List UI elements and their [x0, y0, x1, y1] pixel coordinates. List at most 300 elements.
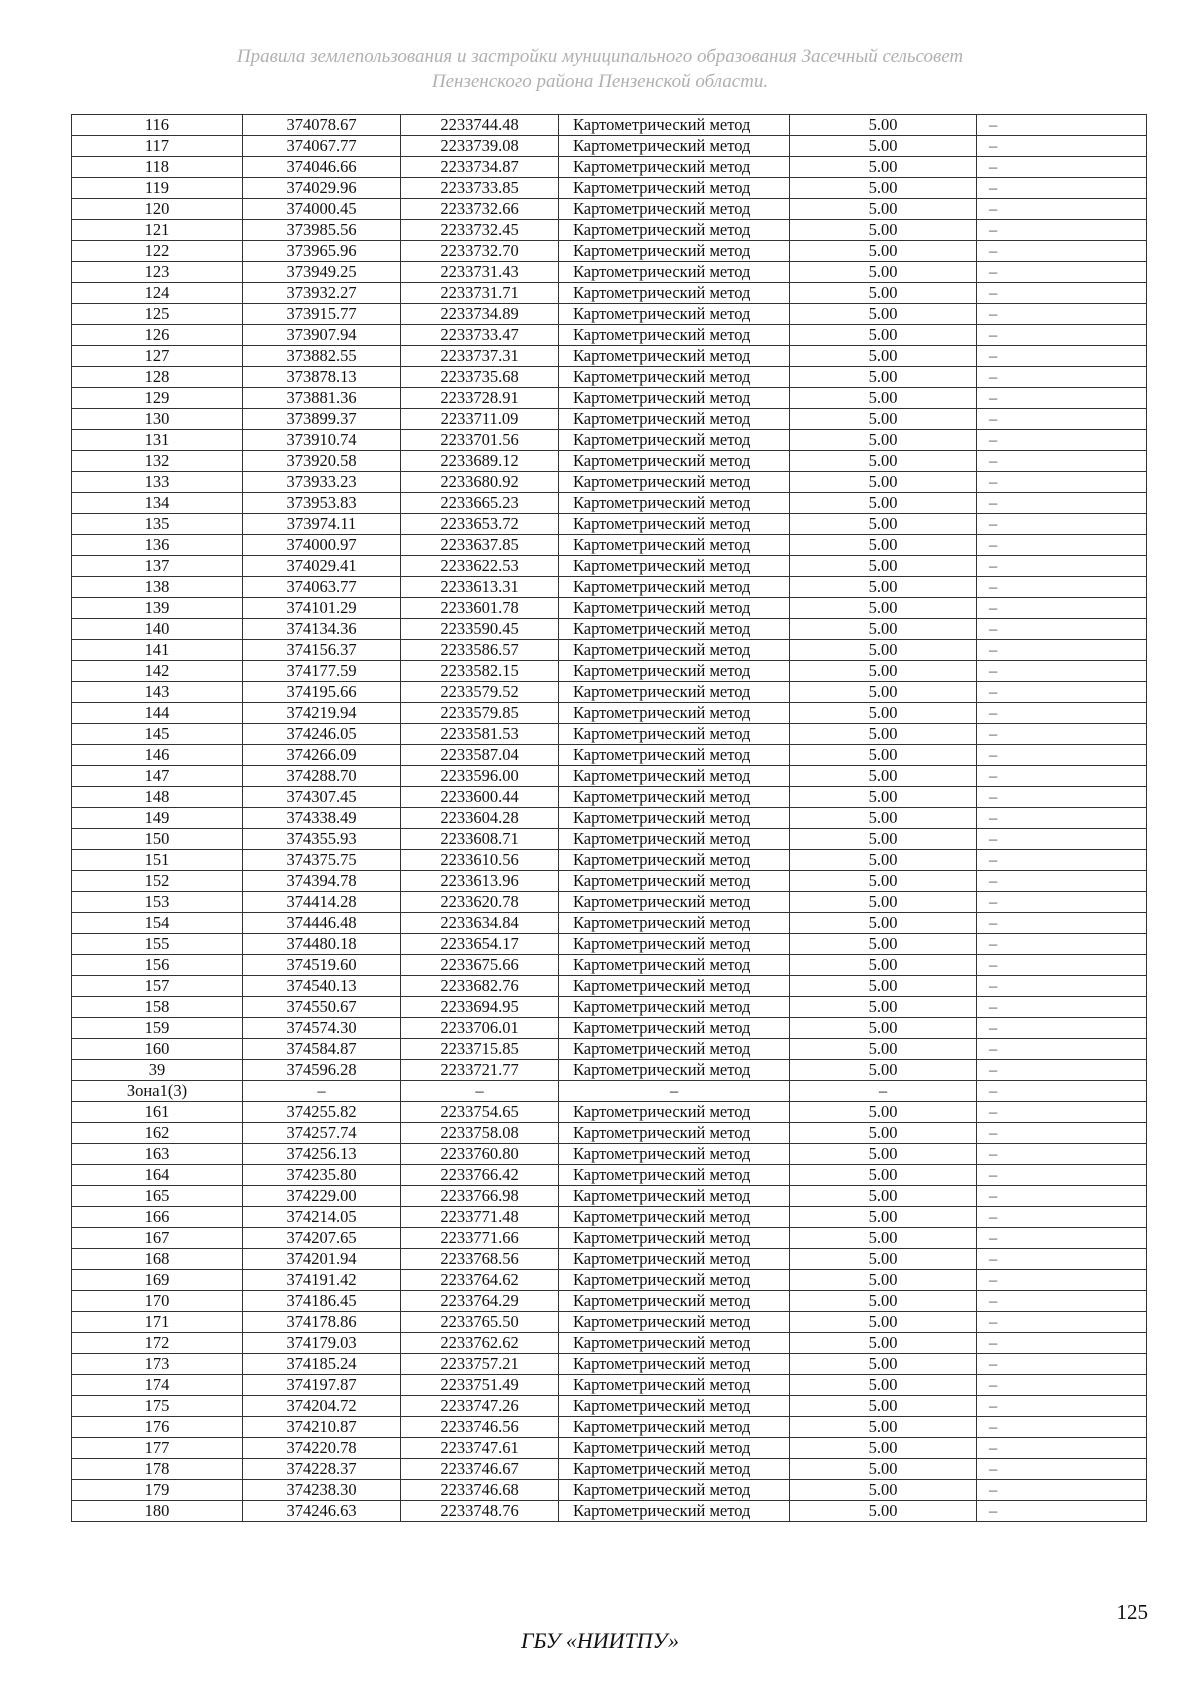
point-number-cell: 138	[72, 577, 243, 598]
y-coordinate-cell: 2233771.48	[401, 1207, 559, 1228]
point-number-cell: 129	[72, 388, 243, 409]
x-coordinate-cell: 374195.66	[243, 682, 401, 703]
table-row	[72, 409, 1147, 430]
accuracy-cell: 5.00	[790, 1207, 977, 1228]
point-number-cell: 152	[72, 871, 243, 892]
point-number-cell: 173	[72, 1354, 243, 1375]
point-number-cell: 178	[72, 1459, 243, 1480]
x-coordinate-cell: 374288.70	[243, 766, 401, 787]
y-coordinate-cell: 2233765.50	[401, 1312, 559, 1333]
y-coordinate-cell: 2233601.78	[401, 598, 559, 619]
table-row	[72, 1228, 1147, 1249]
table-row	[72, 493, 1147, 514]
document-footer: ГБУ «НИИТПУ»	[520, 1628, 680, 1653]
y-coordinate-cell: 2233757.21	[401, 1354, 559, 1375]
point-number-cell: 132	[72, 451, 243, 472]
table-row	[72, 871, 1147, 892]
y-coordinate-cell: 2233746.56	[401, 1417, 559, 1438]
point-number-cell: 134	[72, 493, 243, 514]
note-cell: –	[977, 514, 1147, 535]
x-coordinate-cell: 374197.87	[243, 1375, 401, 1396]
point-number-cell: 149	[72, 808, 243, 829]
method-cell: Картометрический метод	[559, 346, 790, 367]
y-coordinate-cell: 2233600.44	[401, 787, 559, 808]
y-coordinate-cell: 2233637.85	[401, 535, 559, 556]
note-cell: –	[977, 955, 1147, 976]
method-cell: Картометрический метод	[559, 1144, 790, 1165]
table-row	[72, 1165, 1147, 1186]
method-cell: Картометрический метод	[559, 1249, 790, 1270]
method-cell: Картометрический метод	[559, 1417, 790, 1438]
note-cell: –	[977, 1270, 1147, 1291]
y-coordinate-cell: 2233739.08	[401, 136, 559, 157]
point-number-cell: 175	[72, 1396, 243, 1417]
x-coordinate-cell: 374179.03	[243, 1333, 401, 1354]
note-cell: –	[977, 766, 1147, 787]
x-coordinate-cell: 374191.42	[243, 1270, 401, 1291]
accuracy-cell: 5.00	[790, 1480, 977, 1501]
accuracy-cell: 5.00	[790, 955, 977, 976]
y-coordinate-cell: 2233634.84	[401, 913, 559, 934]
note-cell: –	[977, 535, 1147, 556]
accuracy-cell: 5.00	[790, 934, 977, 955]
x-coordinate-cell: 374214.05	[243, 1207, 401, 1228]
x-coordinate-cell: 373882.55	[243, 346, 401, 367]
accuracy-cell: 5.00	[790, 1291, 977, 1312]
x-coordinate-cell: 374256.13	[243, 1144, 401, 1165]
table-row	[72, 955, 1147, 976]
point-number-cell: 130	[72, 409, 243, 430]
x-coordinate-cell: 373878.13	[243, 367, 401, 388]
point-number-cell: 156	[72, 955, 243, 976]
table-row	[72, 115, 1147, 136]
x-coordinate-cell: 374178.86	[243, 1312, 401, 1333]
y-coordinate-cell: 2233746.67	[401, 1459, 559, 1480]
accuracy-cell: 5.00	[790, 997, 977, 1018]
table-row	[72, 388, 1147, 409]
x-coordinate-cell: 373965.96	[243, 241, 401, 262]
y-coordinate-cell: 2233737.31	[401, 346, 559, 367]
accuracy-cell: 5.00	[790, 829, 977, 850]
accuracy-cell: 5.00	[790, 1375, 977, 1396]
table-row	[72, 997, 1147, 1018]
table-row	[72, 535, 1147, 556]
accuracy-cell: 5.00	[790, 1249, 977, 1270]
x-coordinate-cell: 374540.13	[243, 976, 401, 997]
x-coordinate-cell: 374029.41	[243, 556, 401, 577]
x-coordinate-cell: 374519.60	[243, 955, 401, 976]
accuracy-cell: 5.00	[790, 808, 977, 829]
x-coordinate-cell: 374480.18	[243, 934, 401, 955]
x-coordinate-cell: 374446.48	[243, 913, 401, 934]
method-cell: Картометрический метод	[559, 976, 790, 997]
note-cell: –	[977, 871, 1147, 892]
table-row	[72, 619, 1147, 640]
note-cell: –	[977, 1312, 1147, 1333]
accuracy-cell: 5.00	[790, 1270, 977, 1291]
point-number-cell: 143	[72, 682, 243, 703]
method-cell: Картометрический метод	[559, 1312, 790, 1333]
point-number-cell: 146	[72, 745, 243, 766]
method-cell: Картометрический метод	[559, 136, 790, 157]
point-number-cell: 118	[72, 157, 243, 178]
y-coordinate-cell: 2233744.48	[401, 115, 559, 136]
table-row	[72, 1375, 1147, 1396]
note-cell: –	[977, 325, 1147, 346]
point-number-cell: 137	[72, 556, 243, 577]
y-coordinate-cell: 2233764.29	[401, 1291, 559, 1312]
x-coordinate-cell: 373953.83	[243, 493, 401, 514]
x-coordinate-cell: 374186.45	[243, 1291, 401, 1312]
coordinates-table	[71, 114, 1147, 1522]
point-number-cell: 153	[72, 892, 243, 913]
accuracy-cell: 5.00	[790, 115, 977, 136]
y-coordinate-cell: –	[401, 1081, 559, 1102]
note-cell: –	[977, 1144, 1147, 1165]
table-row	[72, 283, 1147, 304]
accuracy-cell: 5.00	[790, 1018, 977, 1039]
accuracy-cell: 5.00	[790, 787, 977, 808]
accuracy-cell: 5.00	[790, 724, 977, 745]
table-row	[72, 1438, 1147, 1459]
y-coordinate-cell: 2233766.98	[401, 1186, 559, 1207]
table-row	[72, 934, 1147, 955]
note-cell: –	[977, 346, 1147, 367]
accuracy-cell: 5.00	[790, 703, 977, 724]
method-cell: Картометрический метод	[559, 1354, 790, 1375]
note-cell: –	[977, 1228, 1147, 1249]
table-row	[72, 829, 1147, 850]
accuracy-cell: 5.00	[790, 493, 977, 514]
table-row	[72, 136, 1147, 157]
table-row	[72, 1417, 1147, 1438]
y-coordinate-cell: 2233596.00	[401, 766, 559, 787]
note-cell: –	[977, 220, 1147, 241]
method-cell: Картометрический метод	[559, 1207, 790, 1228]
point-number-cell: 176	[72, 1417, 243, 1438]
method-cell: Картометрический метод	[559, 451, 790, 472]
note-cell: –	[977, 1333, 1147, 1354]
x-coordinate-cell: 374185.24	[243, 1354, 401, 1375]
y-coordinate-cell: 2233680.92	[401, 472, 559, 493]
table-row	[72, 262, 1147, 283]
method-cell: Картометрический метод	[559, 283, 790, 304]
x-coordinate-cell: 374046.66	[243, 157, 401, 178]
point-number-cell: 125	[72, 304, 243, 325]
point-number-cell: 159	[72, 1018, 243, 1039]
method-cell: Картометрический метод	[559, 1438, 790, 1459]
accuracy-cell: 5.00	[790, 1312, 977, 1333]
accuracy-cell: 5.00	[790, 976, 977, 997]
point-number-cell: 172	[72, 1333, 243, 1354]
table-row	[72, 577, 1147, 598]
y-coordinate-cell: 2233682.76	[401, 976, 559, 997]
table-row	[72, 808, 1147, 829]
y-coordinate-cell: 2233758.08	[401, 1123, 559, 1144]
accuracy-cell: 5.00	[790, 598, 977, 619]
table-row	[72, 1312, 1147, 1333]
point-number-cell: 144	[72, 703, 243, 724]
table-row	[72, 304, 1147, 325]
note-cell: –	[977, 1039, 1147, 1060]
method-cell: Картометрический метод	[559, 1291, 790, 1312]
accuracy-cell: 5.00	[790, 1123, 977, 1144]
note-cell: –	[977, 640, 1147, 661]
y-coordinate-cell: 2233701.56	[401, 430, 559, 451]
accuracy-cell: 5.00	[790, 241, 977, 262]
table-row	[72, 1249, 1147, 1270]
x-coordinate-cell: 373907.94	[243, 325, 401, 346]
note-cell: –	[977, 241, 1147, 262]
method-cell: Картометрический метод	[559, 577, 790, 598]
y-coordinate-cell: 2233734.89	[401, 304, 559, 325]
accuracy-cell: –	[790, 1081, 977, 1102]
point-number-cell: 180	[72, 1501, 243, 1522]
table-row	[72, 325, 1147, 346]
method-cell: Картометрический метод	[559, 1186, 790, 1207]
point-number-cell: 154	[72, 913, 243, 934]
accuracy-cell: 5.00	[790, 913, 977, 934]
y-coordinate-cell: 2233728.91	[401, 388, 559, 409]
accuracy-cell: 5.00	[790, 304, 977, 325]
point-number-cell: Зона1(3)	[72, 1081, 243, 1102]
note-cell: –	[977, 1123, 1147, 1144]
note-cell: –	[977, 451, 1147, 472]
x-coordinate-cell: 374201.94	[243, 1249, 401, 1270]
method-cell: Картометрический метод	[559, 745, 790, 766]
x-coordinate-cell: 374220.78	[243, 1438, 401, 1459]
y-coordinate-cell: 2233762.62	[401, 1333, 559, 1354]
y-coordinate-cell: 2233760.80	[401, 1144, 559, 1165]
method-cell: –	[559, 1081, 790, 1102]
table-row	[72, 682, 1147, 703]
accuracy-cell: 5.00	[790, 1228, 977, 1249]
x-coordinate-cell: 373985.56	[243, 220, 401, 241]
method-cell: Картометрический метод	[559, 661, 790, 682]
note-cell: –	[977, 178, 1147, 199]
table-row	[72, 850, 1147, 871]
point-number-cell: 117	[72, 136, 243, 157]
table-row	[72, 346, 1147, 367]
method-cell: Картометрический метод	[559, 535, 790, 556]
accuracy-cell: 5.00	[790, 283, 977, 304]
method-cell: Картометрический метод	[559, 430, 790, 451]
y-coordinate-cell: 2233581.53	[401, 724, 559, 745]
point-number-cell: 127	[72, 346, 243, 367]
point-number-cell: 163	[72, 1144, 243, 1165]
note-cell: –	[977, 745, 1147, 766]
y-coordinate-cell: 2233622.53	[401, 556, 559, 577]
point-number-cell: 151	[72, 850, 243, 871]
y-coordinate-cell: 2233733.47	[401, 325, 559, 346]
point-number-cell: 141	[72, 640, 243, 661]
x-coordinate-cell: 374235.80	[243, 1165, 401, 1186]
note-cell: –	[977, 850, 1147, 871]
point-number-cell: 116	[72, 115, 243, 136]
method-cell: Картометрический метод	[559, 808, 790, 829]
note-cell: –	[977, 577, 1147, 598]
note-cell: –	[977, 1396, 1147, 1417]
method-cell: Картометрический метод	[559, 1123, 790, 1144]
note-cell: –	[977, 619, 1147, 640]
note-cell: –	[977, 1207, 1147, 1228]
note-cell: –	[977, 1249, 1147, 1270]
method-cell: Картометрический метод	[559, 640, 790, 661]
y-coordinate-cell: 2233721.77	[401, 1060, 559, 1081]
method-cell: Картометрический метод	[559, 178, 790, 199]
point-number-cell: 120	[72, 199, 243, 220]
method-cell: Картометрический метод	[559, 1018, 790, 1039]
method-cell: Картометрический метод	[559, 220, 790, 241]
accuracy-cell: 5.00	[790, 1102, 977, 1123]
y-coordinate-cell: 2233711.09	[401, 409, 559, 430]
point-number-cell: 164	[72, 1165, 243, 1186]
accuracy-cell: 5.00	[790, 1333, 977, 1354]
note-cell: –	[977, 1060, 1147, 1081]
x-coordinate-cell: 374177.59	[243, 661, 401, 682]
x-coordinate-cell: 374355.93	[243, 829, 401, 850]
document-header	[160, 44, 1040, 94]
note-cell: –	[977, 1102, 1147, 1123]
table-row	[72, 1102, 1147, 1123]
accuracy-cell: 5.00	[790, 682, 977, 703]
table-row	[72, 1144, 1147, 1165]
note-cell: –	[977, 199, 1147, 220]
note-cell: –	[977, 262, 1147, 283]
x-coordinate-cell: 374210.87	[243, 1417, 401, 1438]
method-cell: Картометрический метод	[559, 787, 790, 808]
point-number-cell: 123	[72, 262, 243, 283]
x-coordinate-cell: 373899.37	[243, 409, 401, 430]
table-row	[72, 1060, 1147, 1081]
table-row	[72, 199, 1147, 220]
point-number-cell: 39	[72, 1060, 243, 1081]
page-number: 125	[1116, 1600, 1148, 1624]
table-row	[72, 157, 1147, 178]
note-cell: –	[977, 661, 1147, 682]
method-cell: Картометрический метод	[559, 766, 790, 787]
y-coordinate-cell: 2233746.68	[401, 1480, 559, 1501]
y-coordinate-cell: 2233706.01	[401, 1018, 559, 1039]
method-cell: Картометрический метод	[559, 1396, 790, 1417]
x-coordinate-cell: 374246.05	[243, 724, 401, 745]
header-line-2: Пензенского района Пензенской области.	[431, 71, 769, 92]
method-cell: Картометрический метод	[559, 1228, 790, 1249]
table-row	[72, 1333, 1147, 1354]
point-number-cell: 148	[72, 787, 243, 808]
accuracy-cell: 5.00	[790, 1165, 977, 1186]
table-row	[72, 367, 1147, 388]
point-number-cell: 158	[72, 997, 243, 1018]
point-number-cell: 126	[72, 325, 243, 346]
note-cell: –	[977, 136, 1147, 157]
accuracy-cell: 5.00	[790, 556, 977, 577]
table-row	[72, 913, 1147, 934]
method-cell: Картометрический метод	[559, 367, 790, 388]
y-coordinate-cell: 2233747.61	[401, 1438, 559, 1459]
accuracy-cell: 5.00	[790, 1417, 977, 1438]
y-coordinate-cell: 2233751.49	[401, 1375, 559, 1396]
point-number-cell: 162	[72, 1123, 243, 1144]
accuracy-cell: 5.00	[790, 745, 977, 766]
method-cell: Картометрический метод	[559, 409, 790, 430]
x-coordinate-cell: 374078.67	[243, 115, 401, 136]
table-row	[72, 220, 1147, 241]
note-cell: –	[977, 1165, 1147, 1186]
point-number-cell: 119	[72, 178, 243, 199]
point-number-cell: 135	[72, 514, 243, 535]
y-coordinate-cell: 2233586.57	[401, 640, 559, 661]
table-row	[72, 1123, 1147, 1144]
x-coordinate-cell: 373974.11	[243, 514, 401, 535]
point-number-cell: 169	[72, 1270, 243, 1291]
table-row	[72, 1039, 1147, 1060]
coordinates-table-body	[72, 115, 1147, 1522]
table-row	[72, 661, 1147, 682]
table-row	[72, 514, 1147, 535]
point-number-cell: 121	[72, 220, 243, 241]
accuracy-cell: 5.00	[790, 577, 977, 598]
y-coordinate-cell: 2233735.68	[401, 367, 559, 388]
note-cell: –	[977, 703, 1147, 724]
y-coordinate-cell: 2233579.52	[401, 682, 559, 703]
point-number-cell: 174	[72, 1375, 243, 1396]
method-cell: Картометрический метод	[559, 472, 790, 493]
point-number-cell: 165	[72, 1186, 243, 1207]
point-number-cell: 179	[72, 1480, 243, 1501]
point-number-cell: 177	[72, 1438, 243, 1459]
y-coordinate-cell: 2233654.17	[401, 934, 559, 955]
point-number-cell: 150	[72, 829, 243, 850]
table-row	[72, 451, 1147, 472]
y-coordinate-cell: 2233768.56	[401, 1249, 559, 1270]
x-coordinate-cell: 374375.75	[243, 850, 401, 871]
x-coordinate-cell: 374414.28	[243, 892, 401, 913]
accuracy-cell: 5.00	[790, 1354, 977, 1375]
table-row	[72, 1459, 1147, 1480]
method-cell: Картометрический метод	[559, 1060, 790, 1081]
table-row	[72, 1018, 1147, 1039]
x-coordinate-cell: 373932.27	[243, 283, 401, 304]
y-coordinate-cell: 2233653.72	[401, 514, 559, 535]
note-cell: –	[977, 829, 1147, 850]
x-coordinate-cell: 374255.82	[243, 1102, 401, 1123]
note-cell: –	[977, 598, 1147, 619]
method-cell: Картометрический метод	[559, 1270, 790, 1291]
method-cell: Картометрический метод	[559, 325, 790, 346]
note-cell: –	[977, 1480, 1147, 1501]
note-cell: –	[977, 913, 1147, 934]
x-coordinate-cell: 374394.78	[243, 871, 401, 892]
x-coordinate-cell: 374228.37	[243, 1459, 401, 1480]
point-number-cell: 167	[72, 1228, 243, 1249]
table-row	[72, 640, 1147, 661]
note-cell: –	[977, 1354, 1147, 1375]
x-coordinate-cell: 374204.72	[243, 1396, 401, 1417]
note-cell: –	[977, 892, 1147, 913]
method-cell: Картометрический метод	[559, 1333, 790, 1354]
method-cell: Картометрический метод	[559, 1480, 790, 1501]
y-coordinate-cell: 2233665.23	[401, 493, 559, 514]
table-row	[72, 1270, 1147, 1291]
table-row	[72, 241, 1147, 262]
x-coordinate-cell: 374101.29	[243, 598, 401, 619]
x-coordinate-cell: 374257.74	[243, 1123, 401, 1144]
table-row	[72, 766, 1147, 787]
note-cell: –	[977, 1459, 1147, 1480]
y-coordinate-cell: 2233608.71	[401, 829, 559, 850]
point-number-cell: 157	[72, 976, 243, 997]
